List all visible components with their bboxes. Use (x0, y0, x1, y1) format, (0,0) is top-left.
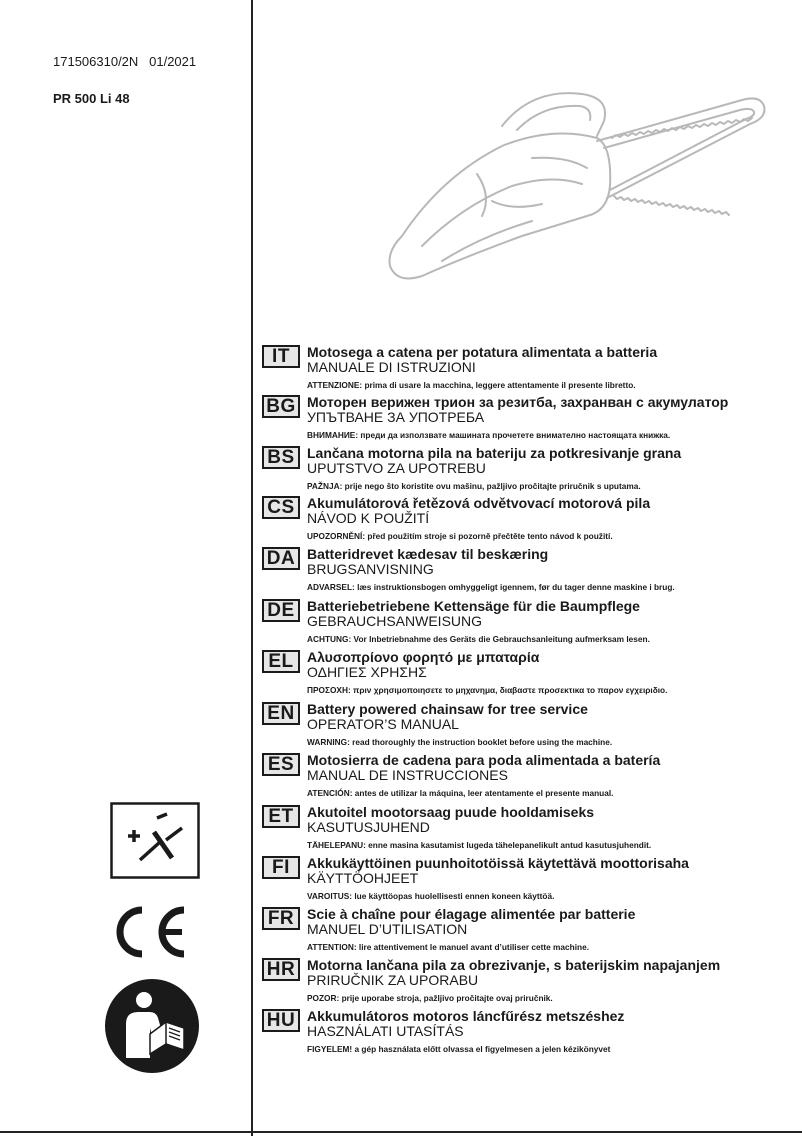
language-code-badge: BG (262, 395, 300, 418)
product-title: Battery powered chainsaw for tree service (307, 701, 588, 717)
warning-text: POZOR: prije uporabe stroja, pažljivo pročitajte ovaj priručnik. (307, 993, 553, 1003)
product-title: Batteridrevet kædesav til beskæring (307, 546, 549, 562)
product-title: Моторен верижен трион за резитба, захранван с акумулатор (307, 394, 729, 410)
language-code-badge: FI (262, 856, 300, 879)
manual-title: NÁVOD K POUŽITÍ (307, 510, 430, 526)
product-title: Lančana motorna pila na bateriju za potkresivanje grana (307, 445, 682, 461)
product-title: Batteriebetriebene Kettensäge für die Baumpflege (307, 598, 640, 614)
language-code-badge: HU (262, 1009, 300, 1032)
product-title: Αλυσοπρίονο φορητό με μπαταρία (307, 649, 540, 665)
language-code-badge: BS (262, 446, 300, 469)
warning-text: ACHTUNG: Vor Inbetriebnahme des Geräts die Gebrauchsanleitung aufmerksam lesen. (307, 634, 650, 644)
manual-title: MANUAL DE INSTRUCCIONES (307, 767, 508, 783)
warning-text: ΠΡΟΣΟΧΗ: πριν χρησιμοποιησετε το μηχανημα, διαβαστε προσεκτικα το παρον εγχειριδιο. (307, 685, 668, 695)
manual-title: UPUTSTVO ZA UPOTREBU (307, 460, 486, 476)
language-code-badge: IT (262, 345, 300, 368)
warning-text: PAŽNJA: prije nego što koristite ovu mašinu, pažljivo pročitajte priručnik s uputama. (307, 481, 641, 491)
warning-text: VAROITUS: lue käyttöopas huolellisesti ennen koneen käyttöä. (307, 891, 555, 901)
manual-title: KÄYTTÖOHJEET (307, 870, 419, 886)
warning-text: ATENCIÓN: antes de utilizar la máquina, leer atentamente el presente manual. (307, 788, 614, 798)
manual-title: HASZNÁLATI UTASÍTÁS (307, 1023, 464, 1039)
manual-title: KASUTUSJUHEND (307, 819, 430, 835)
product-title: Motosega a catena per potatura alimentata a batteria (307, 344, 658, 360)
warning-text: ADVARSEL: læs instruktionsbogen omhyggeligt igennem, før du tager denne maskine i brug. (307, 582, 675, 592)
bottom-divider (0, 1131, 802, 1133)
manual-title: ΟΔΗΓΙΕΣ ΧΡΗΣΗΣ (307, 664, 427, 680)
language-code-badge: EL (262, 650, 300, 673)
product-title: Akutoitel mootorsaag puude hooldamiseks (307, 804, 595, 820)
language-code-badge: EN (262, 702, 300, 725)
language-code-badge: HR (262, 958, 300, 981)
warning-text: ATTENTION: lire attentivement le manuel avant d’utiliser cette machine. (307, 942, 590, 952)
language-code-badge: DA (262, 547, 300, 570)
product-title: Akkumulátoros motoros láncfűrész metszéshez (307, 1008, 625, 1024)
model-name: PR 500 Li 48 (53, 91, 130, 106)
language-code-badge: CS (262, 496, 300, 519)
manual-title: OPERATOR’S MANUAL (307, 716, 459, 732)
ce-mark-icon (108, 904, 190, 960)
language-code-badge: FR (262, 907, 300, 930)
warning-text: UPOZORNĚNÍ: před použitím stroje si pozorně přečtěte tento návod k použití. (307, 531, 613, 541)
manual-title: PRIRUČNIK ZA UPORABU (307, 972, 479, 988)
battery-polarity-icon (110, 802, 200, 879)
product-title: Akumulátorová řetězová odvětvovací motorová pila (307, 495, 651, 511)
manual-title: MANUEL D’UTILISATION (307, 921, 468, 937)
manual-title: MANUALE DI ISTRUZIONI (307, 359, 476, 375)
warning-text: FIGYELEM! a gép használata előtt olvassa el figyelmesen a jelen kézikönyvet (307, 1044, 611, 1054)
language-code-badge: ET (262, 805, 300, 828)
manual-title: УПЪТВАНЕ ЗА УПОТРЕБА (307, 409, 485, 425)
manual-title: GEBRAUCHSANWEISUNG (307, 613, 483, 629)
warning-text: TÄHELEPANU: enne masina kasutamist lugeda tähelepanelikult antud kasutusjuhendit. (307, 840, 652, 850)
chainsaw-illustration (382, 86, 782, 280)
product-title: Scie à chaîne pour élagage alimentée par batterie (307, 906, 636, 922)
warning-text: ATTENZIONE: prima di usare la macchina, leggere attentamente il presente libretto. (307, 380, 636, 390)
read-manual-icon (104, 978, 200, 1074)
language-code-badge: ES (262, 753, 300, 776)
product-title: Motosierra de cadena para poda alimentada a batería (307, 752, 661, 768)
manual-title: BRUGSANVISNING (307, 561, 434, 577)
vertical-divider (251, 0, 253, 1136)
product-title: Motorna lančana pila za obrezivanje, s baterijskim napajanjem (307, 957, 721, 973)
warning-text: ВНИМАНИЕ: преди да използвате машината прочетете внимателно настоящата книжка. (307, 430, 671, 440)
warning-text: WARNING: read thoroughly the instruction booklet before using the machine. (307, 737, 613, 747)
document-number: 171506310/2N 01/2021 (53, 54, 197, 69)
product-title: Akkukäyttöinen puunhoitotöissä käytettävä moottorisaha (307, 855, 689, 871)
language-code-badge: DE (262, 599, 300, 622)
